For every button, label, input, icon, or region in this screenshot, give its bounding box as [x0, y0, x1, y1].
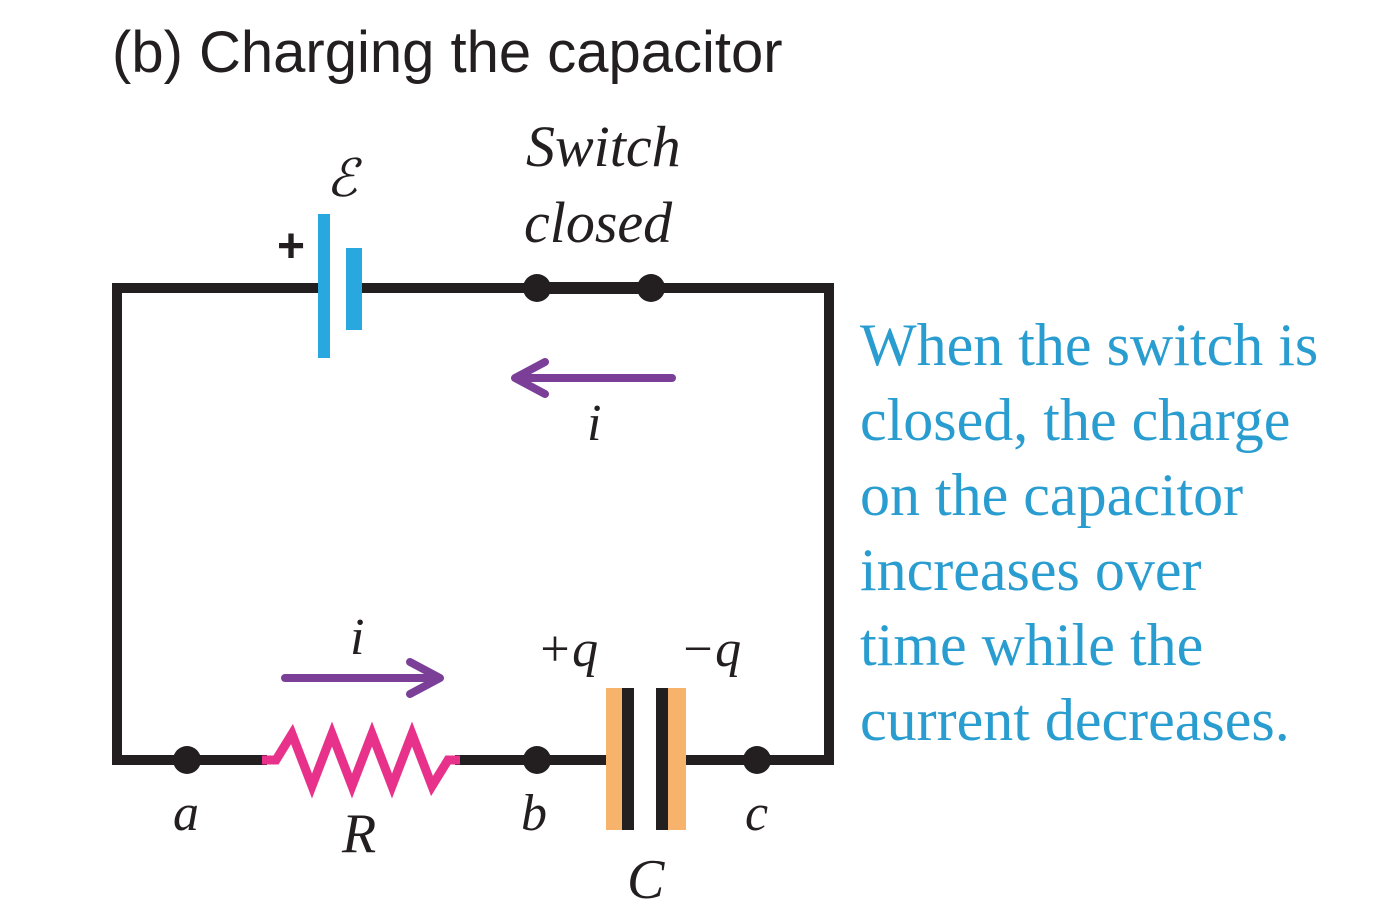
battery-short-plate — [346, 248, 362, 330]
caption-line: time while the — [860, 612, 1204, 678]
switch-label-line2: closed — [524, 190, 673, 255]
charge-minus-label: −q — [680, 621, 742, 678]
caption-line: on the capacitor — [860, 462, 1244, 528]
caption-line: increases over — [860, 537, 1202, 603]
current-label-bottom: i — [350, 609, 365, 666]
caption-line: current decreases. — [860, 687, 1290, 753]
node-b-dot — [523, 746, 551, 774]
figure-title: (b) Charging the capacitor — [112, 20, 783, 85]
node-a-label: a — [173, 785, 199, 842]
wires — [117, 288, 829, 760]
emf-label: ℰ — [326, 151, 358, 208]
node-b-label: b — [521, 785, 547, 842]
capacitor — [606, 688, 686, 830]
battery-plus-sign: + — [277, 220, 306, 273]
charge-plus-label: +q — [537, 621, 599, 678]
battery — [318, 214, 362, 358]
current-label-top: i — [587, 395, 602, 452]
caption-line: closed, the charge — [860, 387, 1291, 453]
resistor — [262, 734, 460, 786]
node-a-dot — [173, 746, 201, 774]
caption-line: When the switch is — [860, 312, 1319, 378]
capacitor-right-plate — [656, 688, 668, 830]
caption — [860, 308, 1370, 758]
resistor-label: R — [342, 803, 377, 865]
capacitor-label: C — [627, 849, 665, 907]
current-arrow-top — [515, 362, 672, 394]
battery-long-plate — [318, 214, 330, 358]
switch-terminal-right — [637, 274, 665, 302]
node-c-label: c — [745, 785, 769, 842]
switch-label-line1: Switch — [526, 114, 681, 179]
node-c-dot — [743, 746, 771, 774]
capacitor-left-plate — [622, 688, 634, 830]
current-arrow-bottom — [285, 662, 440, 694]
switch-terminal-left — [523, 274, 551, 302]
